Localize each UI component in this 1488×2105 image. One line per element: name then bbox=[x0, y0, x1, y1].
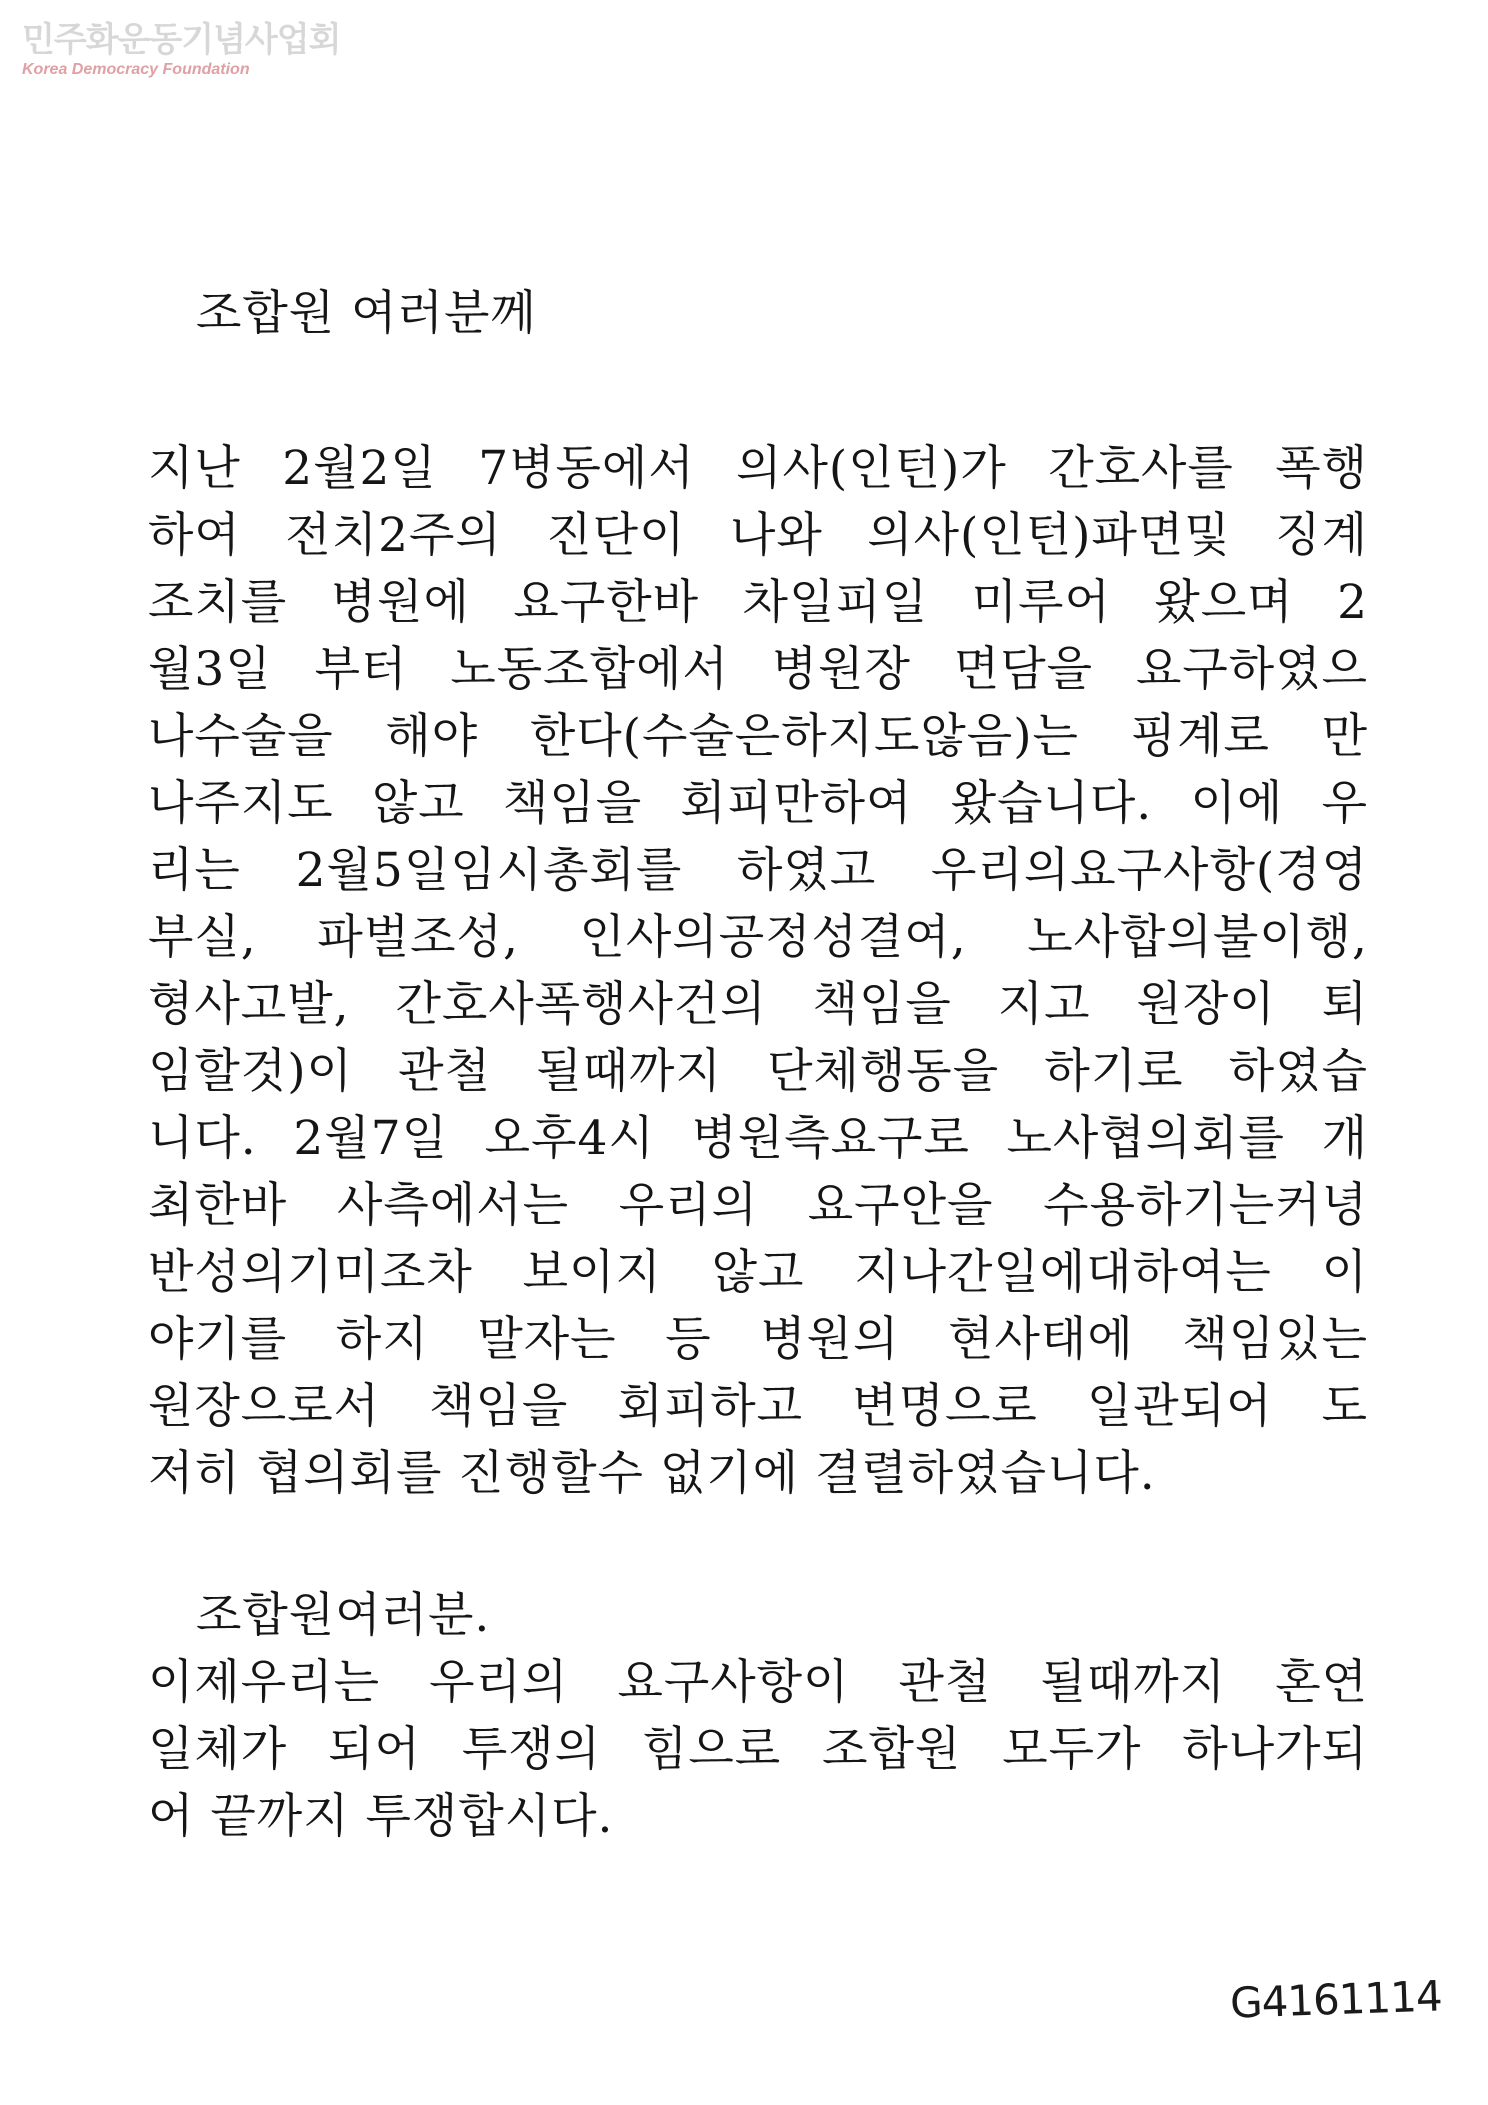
body-line: 최한바 사측에서는 우리의 요구안을 수용하기는커녕 bbox=[148, 1178, 1368, 1233]
watermark-korean-name: 민주화운동기념사업회 bbox=[22, 20, 341, 60]
letter-body bbox=[148, 435, 1368, 1507]
body-line: 조치를 병원에 요구한바 차일피일 미루어 왔으며 2 bbox=[148, 575, 1368, 630]
closing-line: 어 끝까지 투쟁합시다. bbox=[148, 1789, 614, 1844]
foundation-watermark bbox=[22, 20, 341, 80]
body-line: 월3일 부터 노동조합에서 병원장 면담을 요구하였으 bbox=[148, 642, 1368, 697]
body-line: 저히 협의회를 진행할수 없기에 결렬하였습니다. bbox=[148, 1446, 1156, 1501]
body-line: 부실, 파벌조성, 인사의공정성결여, 노사합의불이행, bbox=[148, 910, 1368, 965]
body-line: 반성의기미조차 보이지 않고 지나간일에대하여는 이 bbox=[148, 1245, 1368, 1300]
body-line: 임할것)이 관철 될때까지 단체행동을 하기로 하였습 bbox=[148, 1044, 1368, 1099]
union-letter bbox=[148, 280, 1368, 1850]
closing-address: 조합원여러분. bbox=[196, 1588, 491, 1643]
body-line: 형사고발, 간호사폭행사건의 책임을 지고 원장이 퇴 bbox=[148, 977, 1368, 1032]
closing-line: 일체가 되어 투쟁의 힘으로 조합원 모두가 하나가되 bbox=[148, 1722, 1368, 1777]
body-line: 니다. 2월7일 오후4시 병원측요구로 노사협의회를 개 bbox=[148, 1111, 1368, 1166]
body-line: 나수술을 해야 한다(수술은하지도않음)는 핑계로 만 bbox=[148, 709, 1368, 764]
body-line: 나주지도 않고 책임을 회피만하여 왔습니다. 이에 우 bbox=[148, 776, 1368, 831]
closing-paragraph bbox=[148, 1649, 1368, 1850]
body-line: 리는 2월5일임시총회를 하였고 우리의요구사항(경영 bbox=[148, 843, 1368, 898]
body-line: 원장으로서 책임을 회피하고 변명으로 일관되어 도 bbox=[148, 1379, 1368, 1434]
closing-line: 이제우리는 우리의 요구사항이 관철 될때까지 혼연 bbox=[148, 1655, 1368, 1710]
body-line: 지난 2월2일 7병동에서 의사(인턴)가 간호사를 폭행 bbox=[148, 441, 1368, 496]
body-line: 야기를 하지 말자는 등 병원의 현사태에 책임있는 bbox=[148, 1312, 1368, 1367]
salutation: 조합원 여러분께 bbox=[196, 286, 537, 341]
watermark-english-name: Korea Democracy Foundation bbox=[22, 61, 250, 78]
body-line: 하여 전치2주의 진단이 나와 의사(인턴)파면및 징계 bbox=[148, 508, 1368, 563]
handwritten-document-id: G4161114 bbox=[1229, 1971, 1443, 2028]
